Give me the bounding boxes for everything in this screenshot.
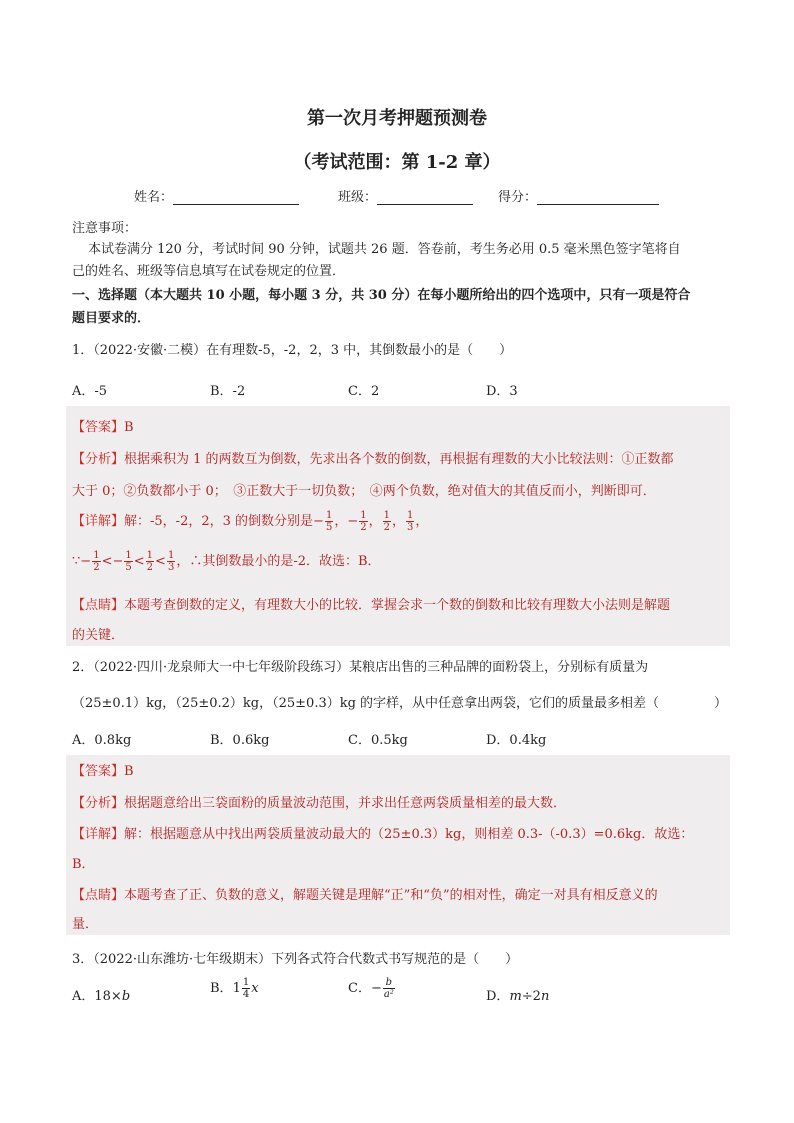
- q1-chain-tail: ，∴其倒数最小的是-2．故选：B．: [176, 554, 381, 569]
- fraction: [242, 977, 250, 1000]
- q3-option-b[interactable]: [210, 977, 259, 1000]
- q1-chain-line: [72, 550, 381, 573]
- fraction: [406, 510, 414, 533]
- numerator: 1: [325, 510, 333, 521]
- numerator: b: [383, 977, 395, 989]
- q1-comment-line-1: [72, 594, 670, 613]
- q1-analysis-text-1: 根据乘积为 1 的两数互为倒数，先求出各个数的倒数，再根据有理数的大小比较法则：①正数都: [124, 452, 674, 467]
- fraction: [124, 550, 132, 573]
- q2-stem-close: ）: [714, 696, 728, 711]
- detail-tag: 【详解】: [72, 514, 125, 529]
- q1-answer-line: [72, 416, 134, 435]
- fraction: [325, 510, 333, 533]
- name-label: 姓名：: [134, 190, 174, 205]
- q2-detail-text-1: 解：根据题意从中找出两袋质量波动最大的（25±0.3）kg，则相差 0.3-（-0.3）=0.6kg．故选：: [124, 827, 694, 842]
- score-blank[interactable]: [537, 190, 659, 205]
- comment-tag: 【点睛】: [72, 888, 125, 903]
- q2-option-b[interactable]: B．0.6kg: [210, 733, 270, 748]
- q3-stem: 3．（2022·山东潍坊·七年级期末）下列各式符合代数式书写规范的是（ ）: [72, 952, 519, 967]
- denominator: 2: [383, 522, 390, 533]
- sign: −: [313, 514, 324, 529]
- denominator: 3: [167, 562, 175, 573]
- sign: −: [347, 514, 359, 529]
- q1-detail-line: [72, 510, 428, 533]
- q3-option-d[interactable]: [486, 985, 549, 1004]
- option-label: C．: [348, 981, 371, 996]
- q2-comment-line-1: [72, 884, 658, 903]
- numerator: 1: [383, 510, 390, 521]
- score-label: 得分：: [498, 190, 538, 205]
- separator: ，: [415, 514, 429, 529]
- q3-option-c[interactable]: [348, 977, 396, 1000]
- detail-tag: 【详解】: [72, 827, 125, 842]
- numerator: 1: [93, 550, 100, 561]
- q1-option-b[interactable]: B．-2: [210, 384, 246, 399]
- section-heading-line-2: 题目要求的．: [72, 311, 151, 326]
- separator: ，: [368, 514, 382, 529]
- class-blank[interactable]: [377, 190, 473, 205]
- q1-option-c[interactable]: C．2: [348, 384, 380, 399]
- option-label: A．: [72, 989, 95, 1004]
- fraction: [167, 550, 175, 573]
- mixed-whole: 1: [232, 981, 241, 996]
- less-than: <: [155, 554, 166, 569]
- notes-heading: 注意事项：: [72, 221, 138, 236]
- numerator: 1: [167, 550, 175, 561]
- q1-comment-text-1: 本题考查倒数的定义，有理数大小的比较．掌握会求一个数的倒数和比较有理数大小法则是解题: [124, 598, 671, 613]
- class-field[interactable]: [338, 186, 473, 205]
- denominator: 2: [93, 562, 100, 573]
- fraction: [383, 510, 391, 533]
- sign: −: [80, 554, 92, 569]
- denominator: 3: [407, 522, 414, 533]
- name-field[interactable]: [134, 186, 299, 205]
- less-than: <: [101, 554, 113, 569]
- notes-line-1: 本试卷满分 120 分，考试时间 90 分钟，试题共 26 题．答卷前，考生务必用 0.5 毫米黑色签字笔将自: [88, 242, 681, 257]
- q2-analysis-text: 根据题意给出三袋面粉的质量波动范围，并求出任意两袋质量相差的最大数．: [124, 796, 567, 811]
- q2-detail-line-1: [72, 823, 693, 842]
- fraction: [146, 550, 154, 573]
- numerator: 1: [407, 510, 414, 521]
- option-expr: 18×: [94, 989, 122, 1004]
- denominator: 5: [325, 522, 333, 533]
- denominator: 5: [125, 562, 132, 573]
- q2-option-a[interactable]: A．0.8kg: [72, 733, 132, 748]
- fraction: [359, 510, 367, 533]
- sign: −: [370, 981, 382, 996]
- q2-answer-block: [66, 755, 730, 935]
- q2-analysis-line: [72, 792, 566, 811]
- analysis-tag: 【分析】: [72, 452, 125, 467]
- q2-comment-text-1: 本题考查了正、负数的意义，解题关键是理解“正”和“负”的相对性，确定一对具有相反意义的: [124, 888, 658, 903]
- q1-detail-text: 解：-5，-2，2，3 的倒数分别是: [124, 514, 314, 529]
- fraction: [383, 977, 395, 1000]
- name-blank[interactable]: [173, 190, 299, 205]
- score-field[interactable]: [498, 186, 659, 205]
- answer-tag: 【答案】: [72, 420, 125, 435]
- page-subtitle: （考试范围：第 1-2 章）: [293, 152, 501, 173]
- separator: ，: [334, 514, 348, 529]
- q2-answer-line: [72, 760, 134, 779]
- q1-analysis-line-2: 大于 0；②负数都小于 0； ③正数大于一切负数； ④两个负数，绝对值大的其值反而小，判断即可．: [72, 484, 656, 499]
- page-title: 第一次月考押题预测卷: [307, 108, 487, 129]
- q2-stem-line-1: 2．（2022·四川·龙泉师大一中七年级阶段练习）某粮店出售的三种品牌的面粉袋上，分别标有质量为: [72, 660, 649, 675]
- q2-comment-line-2: 量．: [72, 917, 99, 932]
- comment-tag: 【点睛】: [72, 598, 125, 613]
- q2-stem-line-2: （25±0.1）kg，（25±0.2）kg，（25±0.3）kg 的字样，从中任意拿出两袋，它们的质量最多相差（: [72, 696, 660, 711]
- denominator: a²: [383, 989, 394, 1000]
- q1-option-a[interactable]: A．-5: [72, 384, 108, 399]
- analysis-tag: 【分析】: [72, 796, 125, 811]
- q2-option-c[interactable]: C．0.5kg: [348, 733, 408, 748]
- numerator: 1: [125, 550, 132, 561]
- denominator: 2: [146, 562, 154, 573]
- class-label: 班级：: [338, 190, 378, 205]
- numerator: 1: [242, 977, 250, 988]
- q3-option-a[interactable]: [72, 985, 130, 1004]
- answer-tag: 【答案】: [72, 764, 125, 779]
- notes-line-2: 己的姓名、班级等信息填写在试卷规定的位置．: [72, 264, 346, 279]
- numerator: 1: [360, 510, 367, 521]
- variable: b: [121, 989, 131, 1004]
- q2-detail-line-2: B．: [72, 857, 95, 872]
- variable: m: [509, 989, 522, 1004]
- denominator: 2: [360, 522, 367, 533]
- numerator: 1: [146, 550, 154, 561]
- q1-stem: 1．（2022·安徽·二模）在有理数-5，-2，2，3 中，其倒数最小的是（ ）: [72, 343, 513, 358]
- option-label: D．: [486, 989, 510, 1004]
- q2-answer: B: [124, 764, 134, 779]
- separator: ，: [392, 514, 406, 529]
- fraction: [92, 550, 100, 573]
- denominator: 4: [242, 989, 250, 1000]
- option-label: B．: [210, 981, 233, 996]
- less-than: <: [133, 554, 145, 569]
- sign: −: [112, 554, 124, 569]
- q1-analysis-line-1: [72, 448, 674, 467]
- q1-comment-line-2: 的关键．: [72, 628, 125, 643]
- variable: n: [540, 989, 550, 1004]
- variable: x: [251, 981, 259, 996]
- because-symbol: ∵: [72, 554, 81, 569]
- q2-option-d[interactable]: D．0.4kg: [486, 733, 547, 748]
- operator: ÷2: [521, 989, 541, 1004]
- q1-option-d[interactable]: D．3: [486, 384, 518, 399]
- section-heading-line-1: 一、选择题（本大题共 10 小题，每小题 3 分，共 30 分）在每小题所给出的四个选项中，只有一项是符合: [72, 288, 691, 303]
- q1-answer: B: [124, 420, 134, 435]
